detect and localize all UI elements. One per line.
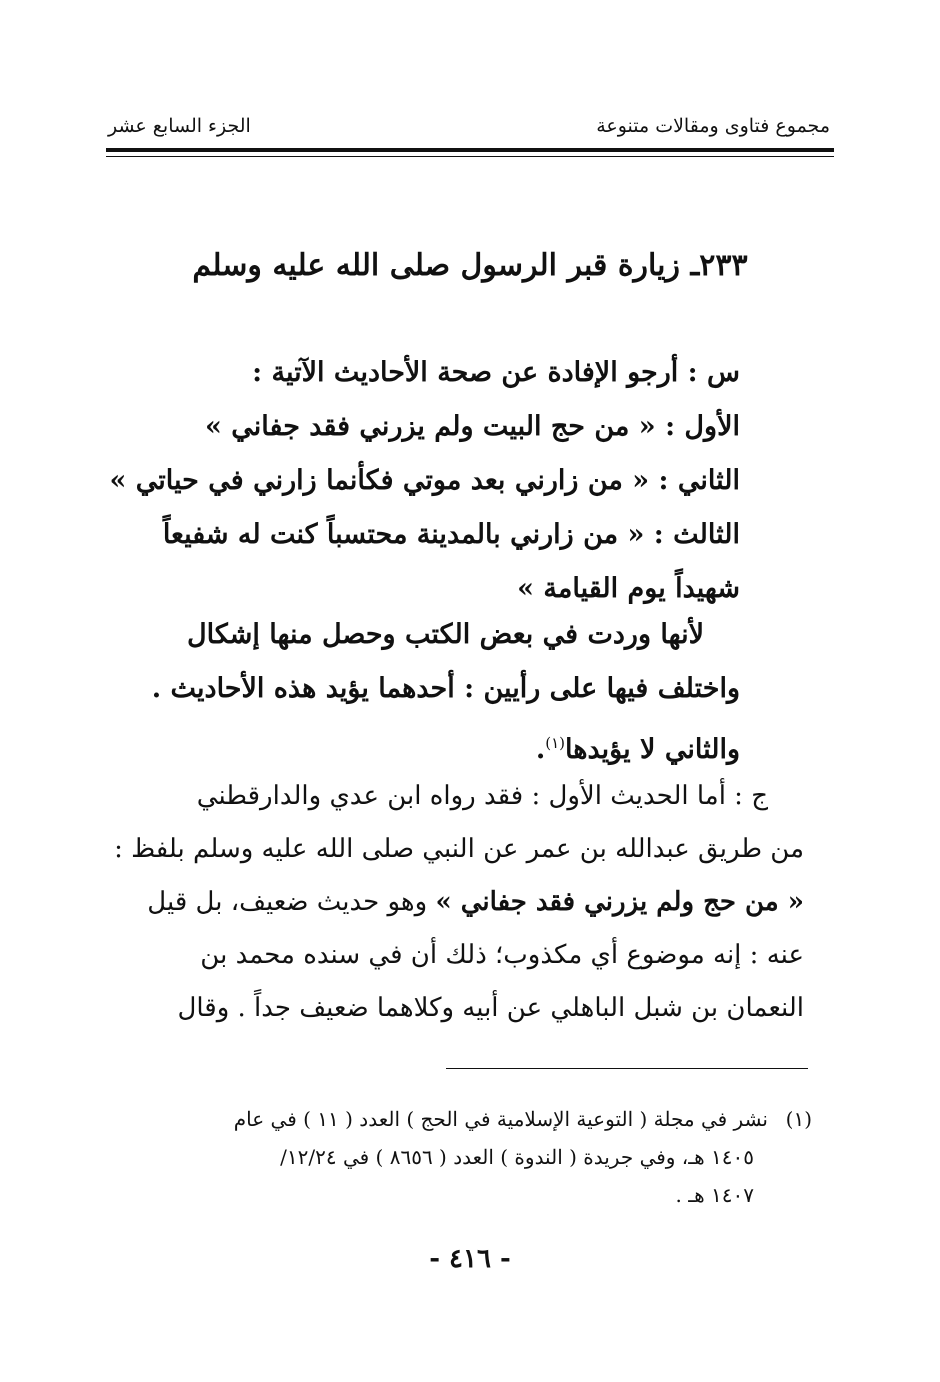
header-rule-thick bbox=[106, 148, 834, 152]
footnote-line-2: ١٤٠٥ هـ، وفي جريدة ( الندوة ) العدد ( ٨٦٥٦ ) في ١٢/٢٤/ bbox=[280, 1145, 754, 1169]
footnote bbox=[98, 1100, 812, 1214]
answer-line-3 bbox=[102, 876, 804, 929]
reason-line-2: واختلف فيها على رأيين : أحدهما يؤيد هذه الأحاديث . bbox=[151, 673, 740, 704]
answer-line-1: ج : أما الحديث الأول : فقد رواه ابن عدي والدارقطني bbox=[196, 781, 768, 811]
footnote-line-3: ١٤٠٧ هـ . bbox=[675, 1183, 754, 1207]
answer-block bbox=[102, 770, 804, 1035]
footnote-text-1: نشر في مجلة ( التوعية الإسلامية في الحج ) العدد ( ١١ ) في عام bbox=[233, 1107, 768, 1131]
reason-line-1: لأنها وردت في بعض الكتب وحصل منها إشكال bbox=[187, 619, 704, 650]
footnote-number: (١) bbox=[785, 1107, 812, 1131]
answer-line-2: من طريق عبدالله بن عمر عن النبي صلى الله عليه وسلم بلفظ : bbox=[114, 834, 804, 864]
page-number: - ٤١٦ - bbox=[429, 1244, 511, 1274]
question-block bbox=[109, 346, 740, 616]
footnote-rule bbox=[446, 1068, 808, 1069]
section-title: ٢٣٣ـ زيارة قبر الرسول صلى الله عليه وسلم bbox=[192, 248, 748, 283]
footnote-ref: (١) bbox=[545, 734, 566, 752]
footnote-line-1 bbox=[98, 1100, 812, 1138]
reason-line-3 bbox=[102, 716, 740, 770]
book-title: مجموع فتاوى ومقالات متنوعة bbox=[596, 115, 830, 137]
reason-line-3-text: والثاني لا يؤيدها bbox=[565, 734, 740, 765]
answer-line-5: النعمان بن شبل الباهلي عن أبيه وكلاهما ضعيف جداً . وقال bbox=[177, 993, 804, 1023]
header-rule-thin bbox=[106, 156, 834, 157]
running-header bbox=[108, 115, 830, 143]
hadith-third-line-2: شهيداً يوم القيامة » bbox=[517, 573, 740, 604]
question-reason bbox=[102, 608, 740, 770]
answer-line-4: عنه : إنه موضوع أي مكذوب؛ ذلك أن في سنده محمد بن bbox=[200, 940, 804, 970]
answer-quote: « من حج ولم يزرني فقد جفاني » bbox=[435, 887, 804, 917]
reason-line-3-end: . bbox=[535, 734, 546, 765]
hadith-first: الأول : « من حج البيت ولم يزرني فقد جفاني » bbox=[205, 411, 740, 442]
answer-line-3-rest: وهو حديث ضعيف، بل قيل bbox=[147, 887, 428, 917]
volume-label: الجزء السابع عشر bbox=[108, 115, 251, 137]
hadith-second: الثاني : « من زارني بعد موتي فكأنما زارني في حياتي » bbox=[109, 465, 740, 496]
question-intro: س : أرجو الإفادة عن صحة الأحاديث الآتية : bbox=[252, 357, 740, 388]
hadith-third-line-1: الثالث : « من زارني بالمدينة محتسباً كنت له شفيعاً bbox=[162, 519, 740, 550]
